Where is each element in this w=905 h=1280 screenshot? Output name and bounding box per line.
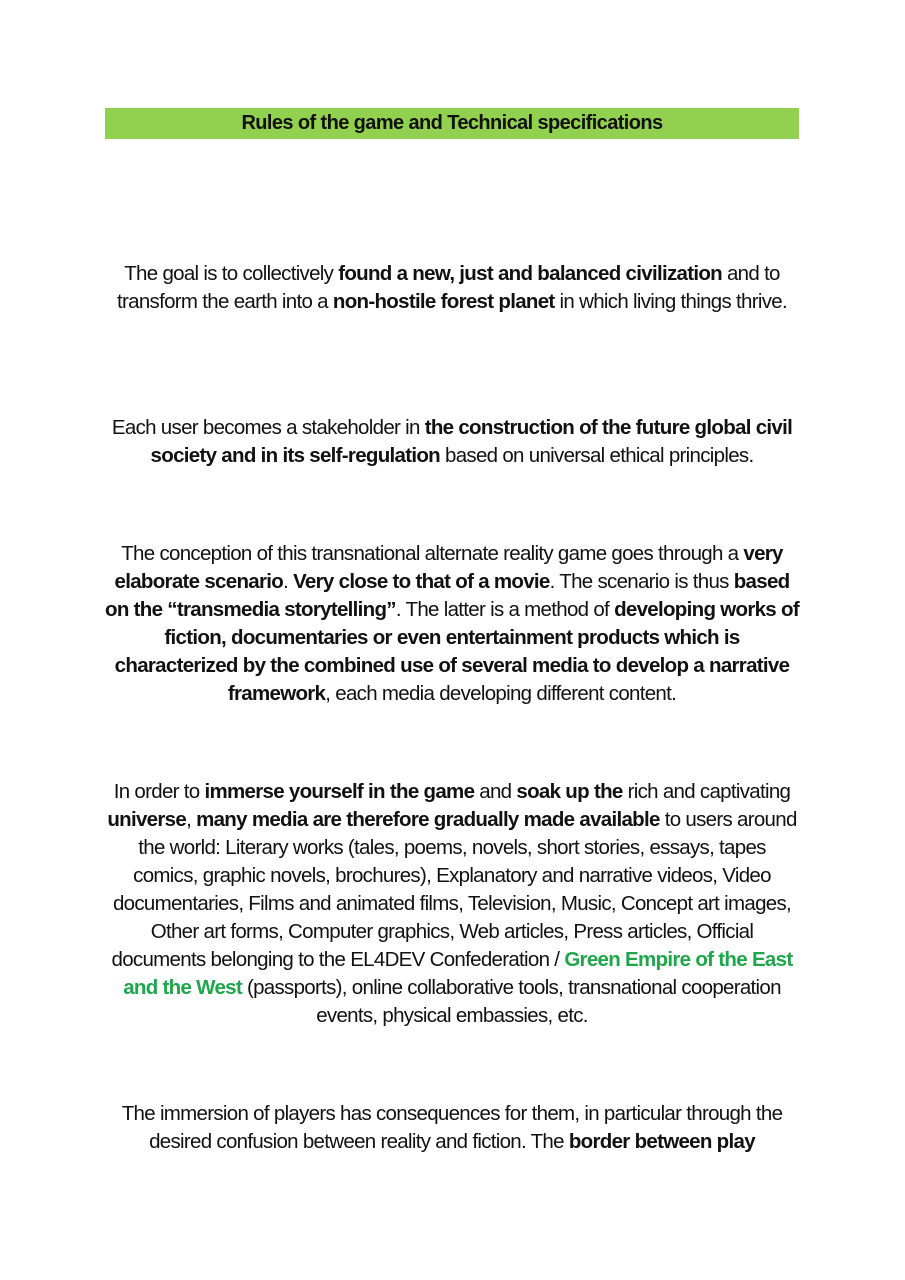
- green-empire-text: Green Empire of the East and the West: [123, 948, 793, 999]
- bold-run: many media are therefore gradually made available: [196, 808, 660, 831]
- text-run: and: [474, 780, 517, 803]
- text-run: In order to: [113, 780, 205, 803]
- text-run: rich and captivating: [622, 780, 791, 803]
- paragraph-immersion-media: [105, 778, 799, 1030]
- text-run: . The scenario is thus: [549, 570, 734, 593]
- bold-run: universe: [107, 808, 187, 831]
- bold-run: Very close to that of a movie: [293, 570, 550, 593]
- paragraph-goal: [105, 260, 799, 316]
- text-run: The goal is to collectively: [124, 262, 339, 285]
- text-run: .: [283, 570, 294, 593]
- text-run: ,: [186, 808, 197, 831]
- paragraph-conception: [105, 540, 799, 708]
- page-title: Rules of the game and Technical specifications: [105, 108, 799, 139]
- paragraph-stakeholder: [105, 414, 799, 470]
- bold-run: found a new, just and balanced civilization: [338, 262, 722, 285]
- text-run: and to transform the earth into a: [117, 262, 780, 313]
- bold-run: non-hostile forest planet: [332, 290, 555, 313]
- text-run: The conception of this transnational alternate reality game goes through a: [121, 542, 744, 565]
- bold-run: based on the “transmedia storytelling”: [105, 570, 790, 621]
- text-run: (passports), online collaborative tools, transnational cooperation events, physical embassies, etc.: [241, 976, 781, 1027]
- text-run: . The latter is a method of: [395, 598, 615, 621]
- text-run: based on universal ethical principles.: [440, 444, 754, 467]
- bold-run: developing works of fiction, documentaries or even entertainment products which is characterized by the combined use of several media to develop a narrative framework: [114, 598, 799, 705]
- bold-run: border between play: [568, 1130, 755, 1153]
- bold-run: the construction of the future global civil society and in its self-regulation: [150, 416, 793, 467]
- text-run: Each user becomes a stakeholder in: [111, 416, 425, 439]
- bold-run: soak up the: [516, 780, 623, 803]
- bold-run: immerse yourself in the game: [204, 780, 475, 803]
- paragraph-consequences: [105, 1100, 799, 1156]
- text-run: , each media developing different content.: [325, 682, 677, 705]
- text-run: The immersion of players has consequences for them, in particular through the desired confusion between reality and fiction. The: [121, 1102, 783, 1153]
- bold-run: very elaborate scenario: [114, 542, 783, 593]
- text-run: to users around the world: Literary works (tales, poems, novels, short stories, essays, tapes comics, graphic novels, brochures), Explanatory and narrative videos, Video documentaries, Films and animated films, Television, Music, Concept art images, Other art forms, Computer graphics, Web articles, Press articles, Official documents belonging to the EL4DEV Confederation /: [111, 808, 797, 971]
- text-run: in which living things thrive.: [554, 290, 787, 313]
